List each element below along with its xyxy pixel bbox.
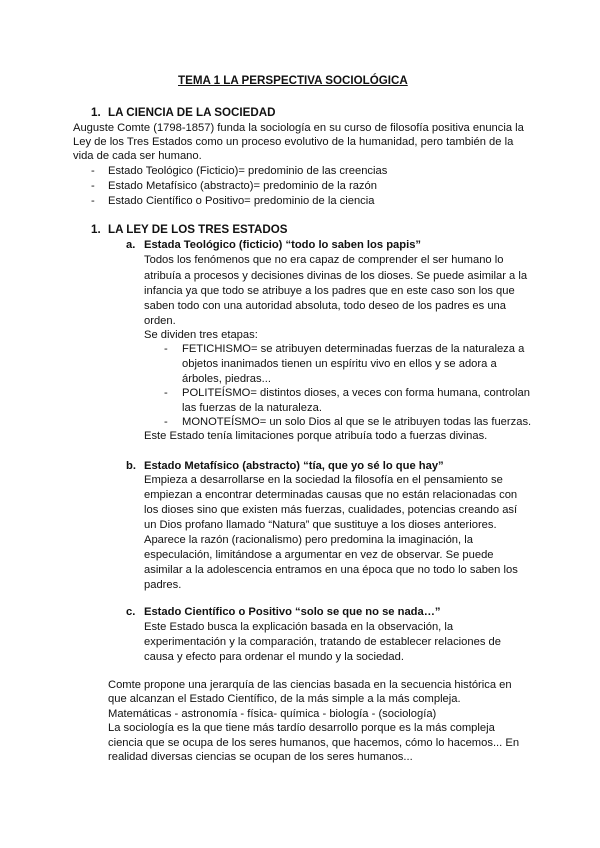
stage-line: POLITEÍSMO= distintos dioses, a veces con forma humana, controlan (182, 387, 530, 399)
stage-line: las fuerzas de la naturaleza. (182, 402, 322, 414)
bullet-dash: - (91, 165, 95, 177)
closing-line: La sociología es la que tiene más tardío desarrollo porque es la más compleja (108, 722, 495, 734)
section1-intro-line: Auguste Comte (1798-1857) funda la sociología en su curso de filosofía positiva enuncia la (73, 122, 524, 134)
section1-heading: LA CIENCIA DE LA SOCIEDAD (108, 106, 276, 119)
section1-bullet: Estado Teológico (Ficticio)= predominio de las creencias (108, 165, 388, 177)
subsection-b-body-line: padres. (144, 579, 182, 591)
page-title: TEMA 1 LA PERSPECTIVA SOCIOLÓGICA (178, 74, 408, 87)
stage-dash: - (164, 416, 168, 428)
closing-line: Comte propone una jerarquía de las ciencias basada en la secuencia histórica en (108, 679, 512, 691)
subsection-c-body-line: Este Estado busca la explicación basada en la observación, la (144, 621, 454, 633)
subsection-b-body-line: asimilar a la adolescencia entramos en una época que no todo lo saben los (144, 564, 518, 576)
closing-line: realidad diversas ciencias se ocupan de los seres humanos... (108, 751, 413, 763)
subsection-b-body-line: Empieza a desarrollarse en la sociedad la filosofía en el pensamiento se (144, 474, 503, 486)
subsection-c-body-line: causa y efecto para ordenar el mundo y la sociedad. (144, 651, 404, 663)
stage-line: árboles, piedras... (182, 373, 271, 385)
subsection-a-body-line: Todos los fenómenos que no era capaz de comprender el ser humano lo (144, 254, 504, 266)
subsection-c-letter: c. (126, 606, 136, 618)
section1-bullet: Estado Científico o Positivo= predominio de la ciencia (108, 195, 375, 207)
section1-intro-line: vida de cada ser humano. (73, 150, 202, 162)
subsection-a-body-line: saben todo con una autoridad absoluta, todo deseo de los padres es una (144, 300, 507, 312)
subsection-b-body-line: especulación, limitándose a argumentar en vez de observar. Se puede (144, 549, 494, 561)
subsection-a-closing: Este Estado tenía limitaciones porque atribuía todo a fuerzas divinas. (144, 430, 488, 442)
subsection-b-body-line: Aparece la razón (racionalismo) pero predomina la imaginación, la (144, 534, 473, 546)
stage-dash: - (164, 343, 168, 355)
subsection-a-heading: Estada Teológico (ficticio) “todo lo saben los papis” (144, 239, 422, 251)
section1-number: 1. (91, 106, 101, 119)
subsection-b-body-line: los dioses sino que existen más fuerzas, cualidades, potencias creando así (144, 504, 518, 516)
subsection-c-body-line: experimentación y la comparación, tratando de establecer relaciones de (144, 636, 501, 648)
stage-line: objetos inanimados tienen un espíritu vivo en ellos y se adora a (182, 358, 497, 370)
closing-line: ciencia que se ocupa de los seres humanos, que hacemos, cómo lo hacemos... En (108, 737, 520, 749)
subsection-a-body-line: Se dividen tres etapas: (144, 329, 258, 341)
stage-line: FETICHISMO= se atribuyen determinadas fuerzas de la naturaleza a (182, 343, 525, 355)
bullet-dash: - (91, 180, 95, 192)
subsection-a-letter: a. (126, 239, 136, 251)
stage-line: MONOTEÍSMO= un solo Dios al que se le atribuyen todas las fuerzas. (182, 416, 532, 428)
subsection-c-heading: Estado Científico o Positivo “solo se que no se nada…” (144, 606, 441, 618)
bullet-dash: - (91, 195, 95, 207)
section1-intro-line: Ley de los Tres Estados como un proceso evolutivo de la humanidad, pero también de la (73, 136, 514, 148)
subsection-a-body-line: infancia ya que todo se atribuye a los padres que en este caso son los que (144, 285, 515, 297)
subsection-b-body-line: empiezan a encontrar determinadas causas que no están relacionadas con (144, 489, 518, 501)
subsection-b-body-line: un Dios profano llamado “Natura” que sustituye a los dioses anteriores. (144, 519, 497, 531)
section1-bullet: Estado Metafísico (abstracto)= predominio de la razón (108, 180, 377, 192)
stage-dash: - (164, 387, 168, 399)
subsection-b-letter: b. (126, 460, 136, 472)
closing-line: Matemáticas - astronomía - física- química - biología - (sociología) (108, 708, 437, 720)
subsection-a-body-line: atribuía a procesos y decisiones divinas de los dioses. Se puede asimilar a la (144, 270, 528, 282)
section2-heading: LA LEY DE LOS TRES ESTADOS (108, 223, 288, 236)
subsection-b-heading: Estado Metafísico (abstracto) “tía, que yo sé lo que hay” (144, 460, 444, 472)
section2-number: 1. (91, 223, 101, 236)
subsection-a-body-line: orden. (144, 315, 176, 327)
closing-line: que alcanzan el Estado Científico, de la más simple a la más compleja. (108, 693, 461, 705)
